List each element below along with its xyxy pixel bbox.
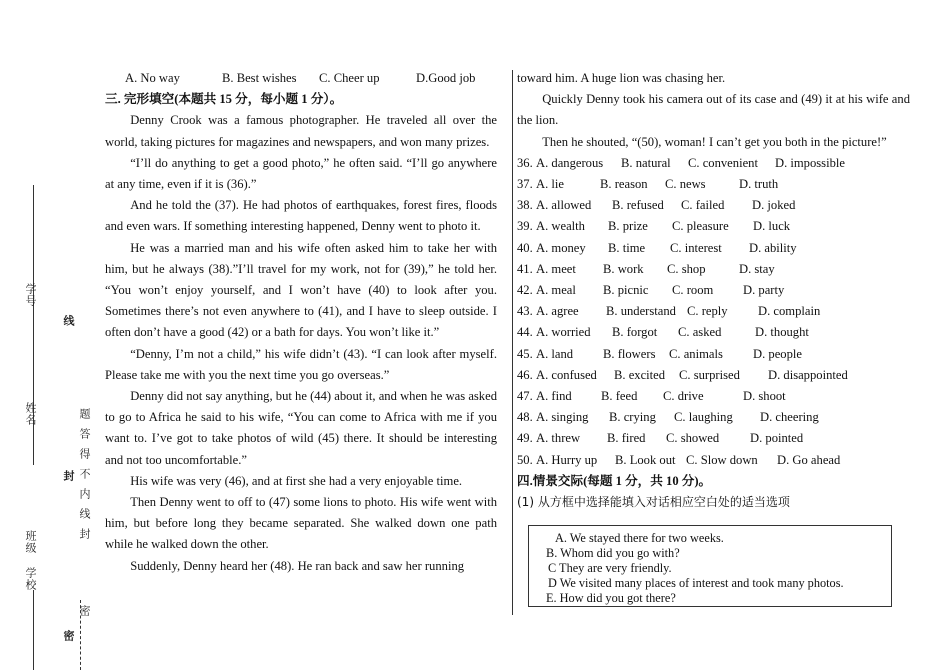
question-number: 50. [517, 452, 533, 467]
question-number: 42. [517, 283, 533, 298]
box-option-b: B. Whom did you go with? [546, 546, 680, 560]
question-option-a: A. agree [536, 304, 579, 319]
question-row [517, 407, 910, 428]
class-label: 班级 [24, 530, 37, 554]
question-row [517, 322, 910, 343]
paragraph: Then Denny went to off to (47) some lions to photo. His wife went with him, but before long they became separated. She walked down one path while he walked down the other. [105, 495, 497, 552]
question-option-d: D. joked [752, 198, 796, 213]
question-option-d: D. party [743, 283, 785, 298]
question-row [517, 428, 910, 449]
box-option-a: A. We stayed there for two weeks. [555, 531, 724, 545]
option-b: B. Best wishes [222, 71, 297, 85]
question-option-c: C. interest [670, 240, 722, 255]
right-column [517, 68, 910, 513]
question-option-c: C. surprised [679, 367, 740, 382]
question-option-a: A. money [536, 240, 586, 255]
option-d: D.Good job [416, 71, 476, 85]
question-option-a: A. find [536, 389, 572, 404]
question-row [517, 238, 910, 259]
question-option-d: D. people [753, 346, 802, 361]
question-option-a: A. worried [536, 325, 591, 340]
mi-mark: 密 [62, 630, 75, 642]
question-row [517, 216, 910, 237]
question-option-d: D. truth [739, 177, 779, 192]
question-number: 47. [517, 389, 533, 404]
question-option-a: A. dangerous [536, 155, 604, 170]
binding-margin [0, 0, 100, 670]
question-option-a: A. confused [536, 367, 597, 382]
question-option-c: C. Slow down [686, 452, 758, 467]
question-option-a: A. meal [536, 283, 576, 298]
question-option-d: D. Go ahead [777, 452, 841, 467]
question-option-c: C. showed [666, 431, 720, 446]
seal-mark: 封 [62, 470, 75, 482]
question-option-a: A. wealth [536, 219, 585, 234]
question-option-c: C. asked [678, 325, 722, 340]
option-c: C. Cheer up [319, 71, 380, 85]
left-column [105, 68, 497, 577]
question-row [517, 174, 910, 195]
section3-heading: 三. 完形填空(本题共 15 分，每小题 1 分）。 [105, 92, 343, 107]
question-option-d: D. complain [758, 304, 821, 319]
question-option-b: B. picnic [603, 283, 649, 298]
question-number: 41. [517, 261, 533, 276]
question-option-a: A. singing [536, 410, 589, 425]
question-row [517, 259, 910, 280]
option-a: A. No way [125, 71, 180, 85]
question-option-b: B. flowers [603, 346, 656, 361]
question-list [517, 153, 910, 471]
question-option-c: C. news [665, 177, 706, 192]
paragraph: Denny Crook was a famous photographer. He traveled all over the world, taking pictures for magazines and newspapers, and won many prizes. [105, 113, 497, 149]
question-option-d: D. luck [753, 219, 791, 234]
question-number: 40. [517, 240, 533, 255]
column-divider [512, 70, 513, 615]
student-id-label: 学号 [24, 283, 37, 307]
question-option-b: B. reason [600, 177, 648, 192]
question-option-d: D. ability [749, 240, 797, 255]
paragraph: Quickly Denny took his camera out of its case and (49) it at his wife and the lion. [517, 92, 910, 128]
box-option-e: E. How did you got there? [546, 591, 676, 605]
school-label: 学校 [24, 567, 37, 591]
question-number: 36. [517, 155, 533, 170]
question-option-b: B. work [603, 261, 644, 276]
question-option-b: B. understand [606, 304, 676, 319]
line-mark: 线 [62, 315, 75, 327]
question-option-a: A. land [536, 346, 574, 361]
question-option-a: A. meet [536, 261, 576, 276]
instruction: (1) 从方框中选择能填入对话相应空白处的适当选项 [517, 495, 790, 510]
question-option-b: B. forgot [612, 325, 658, 340]
question-option-c: C. drive [663, 389, 704, 404]
paragraph: He was a married man and his wife often asked him to take her with him, but he always (38).”I’ll travel for my work, not for (39),” he told her. “You won’t enjoy yourself, and I won’t have (40) to look after you. Sometimes there’s not even anywhere to (41), and I have to sleep outside. I often don’t have a good (42) or a bath for days. You won’t like it.” [105, 240, 497, 340]
question-option-c: C. failed [681, 198, 725, 213]
question-option-c: C. animals [669, 346, 723, 361]
question-number: 37. [517, 177, 533, 192]
question-option-b: B. prize [608, 219, 648, 234]
question-option-d: D. thought [755, 325, 809, 340]
paragraph: Denny did not say anything, but he (44) about it, and when he was asked to go to Africa he said to his wife, “You can come to Africa with me if you want to. I’ve got to take photos of wild (45) there. It should be interesting and not too uncomfortable.” [105, 389, 497, 467]
question-option-c: C. room [672, 283, 714, 298]
question-option-c: C. laughing [674, 410, 733, 425]
question-option-c: C. pleasure [672, 219, 729, 234]
question-number: 45. [517, 346, 533, 361]
question-row [517, 344, 910, 365]
paragraph: His wife was very (46), and at first she had a very enjoyable time. [130, 473, 463, 488]
question-number: 46. [517, 367, 533, 382]
paragraph: “Denny, I’m not a child,” his wife didn’t (43). “I can look after myself. Please take me with you the next time you go overseas.” [105, 346, 497, 382]
box-option-c: C They are very friendly. [548, 561, 672, 575]
mi-mark-2: 密 [78, 605, 91, 617]
question-option-b: B. excited [614, 367, 666, 382]
question-option-a: A. Hurry up [536, 452, 598, 467]
question-option-d: D. stay [739, 261, 775, 276]
question-option-c: C. shop [667, 261, 706, 276]
question-option-b: B. crying [609, 410, 656, 425]
previous-options [105, 68, 497, 89]
question-option-b: B. feed [601, 389, 638, 404]
paragraph-continued: toward him. A huge lion was chasing her. [517, 71, 726, 85]
question-number: 48. [517, 410, 533, 425]
question-option-b: B. natural [621, 155, 671, 170]
paragraph: Suddenly, Denny heard her (48). He ran back and saw her running [130, 558, 465, 573]
question-number: 39. [517, 219, 533, 234]
question-option-d: D. impossible [775, 155, 845, 170]
box-option-d: D We visited many places of interest and took many photos. [548, 576, 844, 590]
question-row [517, 280, 910, 301]
paragraph: And he told the (37). He had photos of earthquakes, forest fires, floods and even wars. If something interesting happened, Denny went to photo it. [105, 198, 497, 234]
margin-line-lower [33, 590, 34, 670]
question-option-a: A. allowed [536, 198, 592, 213]
paragraph: “I’ll do anything to get a good photo,” he often said. “I’ll go anywhere at any time, even if it is (36).” [105, 155, 497, 192]
question-number: 44. [517, 325, 533, 340]
no-answer-notice: 题答得不内线封 [78, 408, 91, 548]
question-row [517, 365, 910, 386]
question-row [517, 153, 910, 174]
question-option-b: B. Look out [615, 452, 676, 467]
question-option-d: D. cheering [760, 410, 819, 425]
question-option-c: C. convenient [688, 155, 758, 170]
question-row [517, 450, 910, 471]
question-option-b: B. refused [612, 198, 664, 213]
question-row [517, 386, 910, 407]
question-option-c: C. reply [687, 304, 728, 319]
question-option-a: A. threw [536, 431, 581, 446]
question-option-b: B. fired [607, 431, 646, 446]
section4-heading: 四.情景交际(每题 1 分，共 10 分)。 [517, 473, 712, 488]
question-row [517, 195, 910, 216]
question-option-d: D. pointed [750, 431, 804, 446]
question-option-b: B. time [608, 240, 646, 255]
question-number: 43. [517, 304, 533, 319]
question-row [517, 301, 910, 322]
question-option-d: D. disappointed [768, 367, 848, 382]
name-label: 姓名 [24, 402, 37, 426]
options-box [528, 525, 892, 607]
question-option-d: D. shoot [743, 389, 786, 404]
paragraph: Then he shouted, “(50), woman! I can’t get you both in the picture!” [542, 134, 887, 149]
question-option-a: A. lie [536, 177, 564, 192]
question-number: 49. [517, 431, 533, 446]
question-number: 38. [517, 198, 533, 213]
